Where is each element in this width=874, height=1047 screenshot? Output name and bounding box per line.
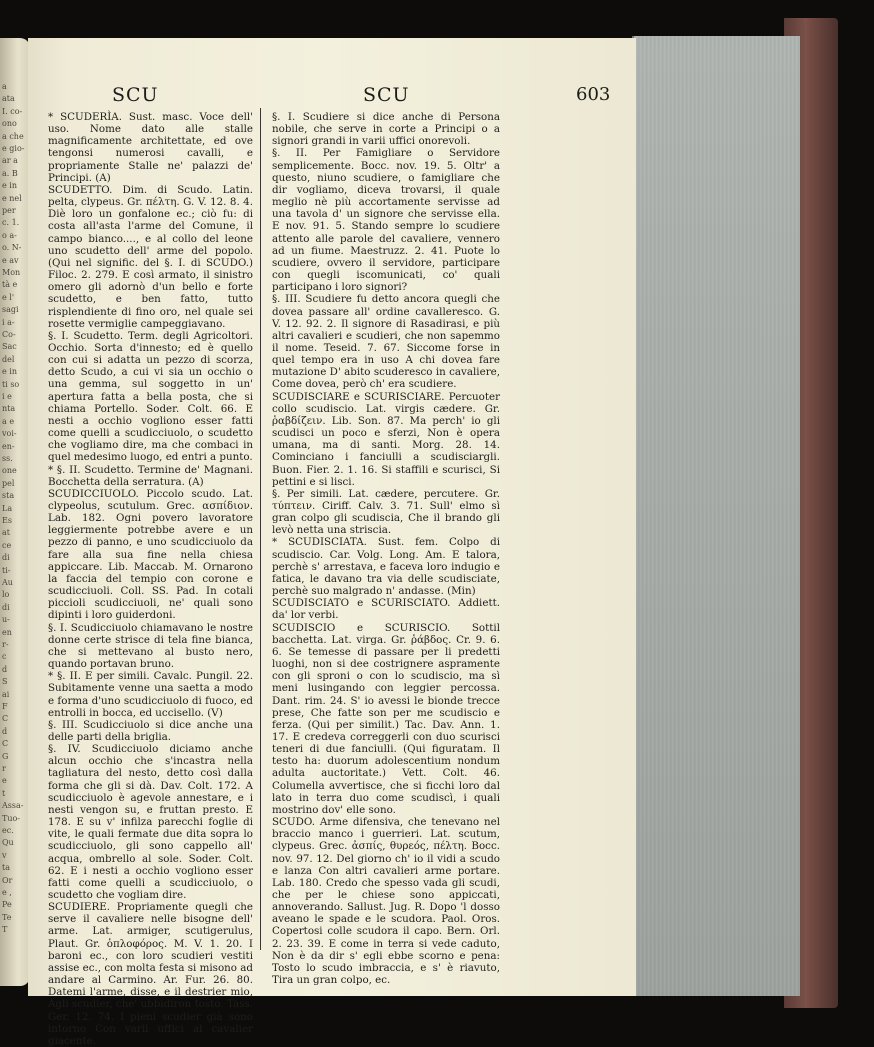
- facing-page-fragment: ta: [2, 863, 10, 873]
- facing-page: [0, 38, 30, 986]
- facing-page-fragment: e av: [2, 255, 19, 265]
- facing-page-fragment: ti-: [2, 565, 11, 575]
- dictionary-entry: SCUDISCIO e SCURISCIO. Sottil bacchetta. Lat. virga. Gr. ῥάβδος. Cr. 9. 6. 6. Se temesse di passare per li predetti luoghi, non si dee costrignere aspramente con gli sproni o con lo scudiscio, ma sì meni lusingando con leggier percossa. Dant. rim. 24. S' io avessi le bionde trecce prese, Che fatte son per me scudiscio e ferza. (Qui per similit.) Tac. Dav. Ann. 1. 17. E credeva correggerli con duo scurisci teneri di due fanciulli. (Qui figuratam. Il testo ha: duorum adolescentium nondum adulta auctoritate.) Vett. Colt. 46. Columella avvertisce, che si ficchi loro dal lato in terra duo come scudiscì, i quali mostrino dov' elle sono.: [272, 621, 500, 816]
- facing-page-fragment: Au: [2, 578, 13, 587]
- dictionary-entry: * §. II. E per simili. Cavalc. Pungil. 22. Subitamente venne una saetta a modo e forma d'uno scudicciuolo di fuoco, ed entrolli in bocca, ed uccisello. (V): [48, 670, 253, 719]
- dictionary-entry: §. I. Scudiere si dice anche di Persona nobile, che serve in corte a Principi o a signori grandi in varii uffici onorevoli.: [272, 111, 500, 148]
- facing-page-fragment: C: [2, 714, 9, 724]
- dictionary-entry: §. III. Scudicciuolo si dice anche una delle parti della briglia.: [48, 718, 253, 743]
- facing-page-fragment: lo: [2, 590, 10, 600]
- facing-page-fragment: di: [2, 553, 10, 563]
- facing-page-fragment: sagi: [2, 305, 19, 315]
- facing-page-fragment: Mon: [2, 268, 21, 277]
- facing-page-fragment: e gio-: [2, 144, 25, 153]
- dictionary-entry: §. III. Scudiere fu detto ancora quegli che dovea passare all' ordine cavalleresco. G. V. 12. 92. 2. Il signore di Rasadirasi, e più altri cavalieri e scudieri, che non sapemmo il nome. Teseid. 7. 67. Siccome forse in quel tempo era in uso A chi dovea fare mutazione D' abito scuderesco in cavaliere, Come dovea, però ch' era scudiere.: [272, 293, 500, 391]
- dictionary-entry: §. II. Per Famigliare o Servidore semplicemente. Bocc. nov. 19. 5. Oltr' a questo, niuno scudiere, o famigliare che dir vogliamo, diceva trovarsi, il quale meglio nè più accortamente servisse ad una tavola d' un signore che servisse ella. E nov. 91. 5. Stando sempre lo scudiere attento alle parole del cavaliere, vennero ad un fiume. Maestruzz. 2. 41. Puote lo scudiere, ovvero il servidore, participare con quegli iscomunicati, co' quali participano i loro signori?: [272, 147, 500, 294]
- facing-page-fragment: ss.: [2, 454, 13, 463]
- facing-page-fragment: i a-: [2, 317, 15, 327]
- running-head-left: SCU: [112, 84, 159, 106]
- facing-page-fragment: e ,: [2, 888, 12, 897]
- facing-page-fragment: ti so: [2, 379, 20, 389]
- facing-page-fragment: pel: [2, 478, 15, 488]
- facing-page-fragment: a che: [2, 131, 24, 141]
- facing-page-fragment: ar a: [2, 156, 18, 166]
- facing-page-fragment: Sac: [2, 342, 17, 352]
- facing-page-fragment: o. N-: [2, 243, 22, 253]
- facing-page-fragment: ono: [2, 119, 17, 129]
- facing-page-fragment: ec.: [2, 826, 14, 835]
- facing-page-fragment: per: [2, 206, 16, 215]
- facing-page-fragment: en-: [2, 441, 15, 451]
- facing-page-fragment: one: [2, 466, 17, 476]
- facing-page-fragment: c: [2, 652, 7, 662]
- running-head-center: SCU: [363, 84, 410, 106]
- dictionary-entry: SCUDETTO. Dim. di Scudo. Latin. pelta, clypeus. Gr. πέλτη. G. V. 12. 8. 4. Diè loro un gonfalone ec.; ciò fu: di costa all'asta l'arme del Comune, il campo bianco...., e al collo del leone uno scudetto dell' arme del popolo. (Qui nel signific. del §. I. di SCUDO.) Filoc. 2. 279. E così armato, il sinistro omero gli adornò d'un bello e forte scudetto, e ben fatto, tutto risplendiente di fino oro, nel quale sei rosette vermiglie campeggiavano.: [48, 183, 253, 330]
- facing-page-fragment: a e: [2, 416, 15, 426]
- facing-page-fragment: tà e: [2, 280, 18, 290]
- facing-page-fragment: c. 1.: [2, 218, 20, 228]
- facing-page-fragment: T: [2, 925, 8, 935]
- dictionary-entry: §. Per simili. Lat. cædere, percutere. Gr. τύπτειν. Ciriff. Calv. 3. 71. Sull' elmo sì gran colpo gli scudiscia, Che il brando gli levò netta una striscia.: [272, 487, 500, 537]
- dictionary-entry: SCUDISCIARE e SCURISCIARE. Percuoter collo scudiscio. Lat. virgis cædere. Gr. ῥαβδίζειν. Lib. Son. 87. Ma perch' io gli scudisci un poco e sferzi, Non è opera umana, ma di santi. Morg. 28. 14. Cominciano i fanciulli a scudisciargli. Buon. Fier. 2. 1. 16. Si staffili e scurisci, Si pettini e si lisci.: [272, 390, 500, 488]
- facing-page-fragment: nta: [2, 404, 16, 414]
- dictionary-entry: §. IV. Scudicciuolo diciamo anche alcun occhio che s'incastra nella tagliatura del nesto, detto così dalla forma che gli si dà. Dav. Colt. 172. A scudicciuolo è agevole annestare, e i nesti vengon su, e fruttan presto. E 178. E su v' infilza parecchi foglie di vite, le quali fermate due dita sopra lo scudicciuolo, gli sono cappello all' acqua, ombrello al sole. Soder. Colt. 62. E i nesti a occhio vogliono esser fatti come quelli a scudicciuolo, o scudetto che vogliam dire.: [48, 743, 253, 901]
- dictionary-entry: SCUDICCIUOLO. Piccolo scudo. Lat. clypeolus, scutulum. Grec. ασπίδιον. Lab. 182. Ogni povero lavoratore leggiermente potrebbe avere e un pezzo di panno, e uno scudicciuolo da fare alla sua fine nella chiesa appiccare. Lib. Maccab. M. Ornarono la faccia del tempio con corone e scudicciuoli. Coll. SS. Pad. In cotali piccioli scudicciuoli, ne' quali sono dipinti i loro guiderdoni.: [48, 487, 253, 622]
- facing-page-fragment: a. B: [2, 168, 18, 178]
- facing-page-fragment: r-: [2, 640, 9, 649]
- facing-page-fragment: voi-: [2, 429, 17, 439]
- facing-page-fragment: e in: [2, 181, 17, 191]
- facing-page-fragment: Or: [2, 875, 13, 885]
- facing-page-fragment: d: [2, 664, 8, 674]
- facing-page-fragment: en: [2, 627, 12, 637]
- facing-page-fragment: S: [2, 677, 8, 687]
- facing-page-fragment: i e: [2, 392, 12, 401]
- facing-page-fragment: Es: [2, 516, 12, 525]
- facing-page-fragment: u-: [2, 615, 10, 625]
- dictionary-entry: SCUDISCIATO e SCURISCIATO. Addiett. da' lor verbi.: [272, 597, 500, 622]
- facing-page-fragment: del: [2, 354, 15, 364]
- facing-page-fragment: at: [2, 528, 10, 538]
- facing-page-fragment: a: [2, 82, 7, 91]
- facing-page-fragment: C: [2, 739, 9, 749]
- facing-page-fragment: r: [2, 764, 6, 773]
- facing-page-fragment: I. co-: [2, 106, 23, 116]
- facing-page-fragment: ata: [2, 94, 15, 104]
- facing-page-fragment: di: [2, 602, 10, 612]
- facing-page-fragment: Assa-: [2, 801, 24, 811]
- facing-page-fragment: La: [2, 503, 13, 513]
- dictionary-entry: * §. II. Scudetto. Termine de' Magnani. Bocchetta della serratura. (A): [48, 463, 253, 488]
- page-number: 603: [576, 84, 611, 105]
- dictionary-entry: * SCUDISCIATA. Sust. fem. Colpo di scudiscio. Car. Volg. Long. Am. E talora, perchè s' arrestava, e faceva loro indugio e fatica, le davano tra via delle scudisciate, perchè suo malgrado n' andasse. (Min): [272, 536, 500, 598]
- dictionary-entry: SCUDO. Arme difensiva, che tenevano nel braccio manco i guerrieri. Lat. scutum, clypeus. Grec. ἀσπίς, θυρεός, πέλτη. Bocc. nov. 97. 12. Del giorno ch' io il vidi a scudo e lanza Con altri cavalieri arme portare. Lab. 180. Credo che spesso vada gli scudi, che per le chiese sono appiccati, annoverando. Sallust. Jug. R. Dopo 'l dosso aveano le spade e le scudora. Paol. Oros. Copertosi colle scudora il capo. Bern. Orl. 2. 23. 39. E come in terra si vede caduto, Non è da dir s' egli ebbe scorno e pena: Tosto lo scudo imbraccia, e s' è riavuto, Tira un gran colpo, ec.: [272, 816, 500, 987]
- dictionary-entry: * SCUDERÌA. Sust. masc. Voce dell' uso. Nome dato alle stalle magnificamente architettate, ed ove tengonsi numerosi cavalli, e propriamente Stalle ne' palazzi de' Principi. (A): [48, 111, 253, 184]
- dictionary-entry: §. I. Scudetto. Term. degli Agricoltori. Occhio. Sorta d'innesto; ed è quello con cui si adatta un pezzo di scorza, detto Scudo, a cui vi sia un occhio o una gemma, sul soggetto in un' apertura fatta a bella posta, che si chiama Portello. Soder. Colt. 66. E nesti a occhio vogliono esser fatti come quelli a scudicciuolo, o scudetto che vogliamo dire, ma che combaci in quel medesimo luogo, ed entri a punto.: [48, 329, 253, 464]
- facing-page-fragment: Tuo-: [2, 813, 21, 823]
- facing-page-fragment: d: [2, 726, 8, 736]
- page-edges: [632, 36, 800, 996]
- facing-page-fragment: Pe: [2, 900, 12, 910]
- facing-page-fragment: e l': [2, 292, 15, 302]
- facing-page-fragment: ce: [2, 540, 12, 550]
- column-rule: [260, 108, 261, 950]
- dictionary-entry: SCUDIERE. Propriamente quegli che serve il cavaliere nelle bisogne dell' arme. Lat. armiger, scutigerulus, Plaut. Gr. ὁπλοφόρος. M. V. 1. 20. I baroni ec., con loro scudieri vestiti assise ec., con molta festa si misono ad andare al Carmino. Ar. Fur. 26. 80. Datemi l'arme, disse, e il destrier mio, Agli scudier, che' ubbidiron tosto. Tass. Ger. 12. 74. I pieni scudier già sono intorno Con varii uffici al cavalier giacente.: [48, 901, 253, 1047]
- right-column: [272, 111, 500, 986]
- facing-page-fragment: F: [2, 702, 8, 711]
- facing-page-fragment: Co-: [2, 330, 16, 339]
- facing-page-fragment: t: [2, 788, 6, 798]
- facing-page-fragment: o a-: [2, 230, 17, 240]
- facing-page-fragment: v: [2, 850, 7, 860]
- facing-page-fragment: Qu: [2, 838, 14, 848]
- facing-page-fragment: sta: [2, 491, 15, 501]
- facing-page-fragment: e nel: [2, 193, 22, 203]
- facing-page-fragment: Te: [2, 912, 12, 922]
- facing-page-fragment: G: [2, 751, 9, 761]
- facing-page-fragment: e in: [2, 367, 17, 377]
- left-column: [48, 111, 253, 1047]
- facing-page-fragment: ai: [2, 689, 10, 699]
- dictionary-entry: §. I. Scudicciuolo chiamavano le nostre donne certe strisce di tela fine bianca, che si mettevano al busto nero, quando portavan bruno.: [48, 621, 253, 671]
- facing-page-fragment: e: [2, 776, 7, 786]
